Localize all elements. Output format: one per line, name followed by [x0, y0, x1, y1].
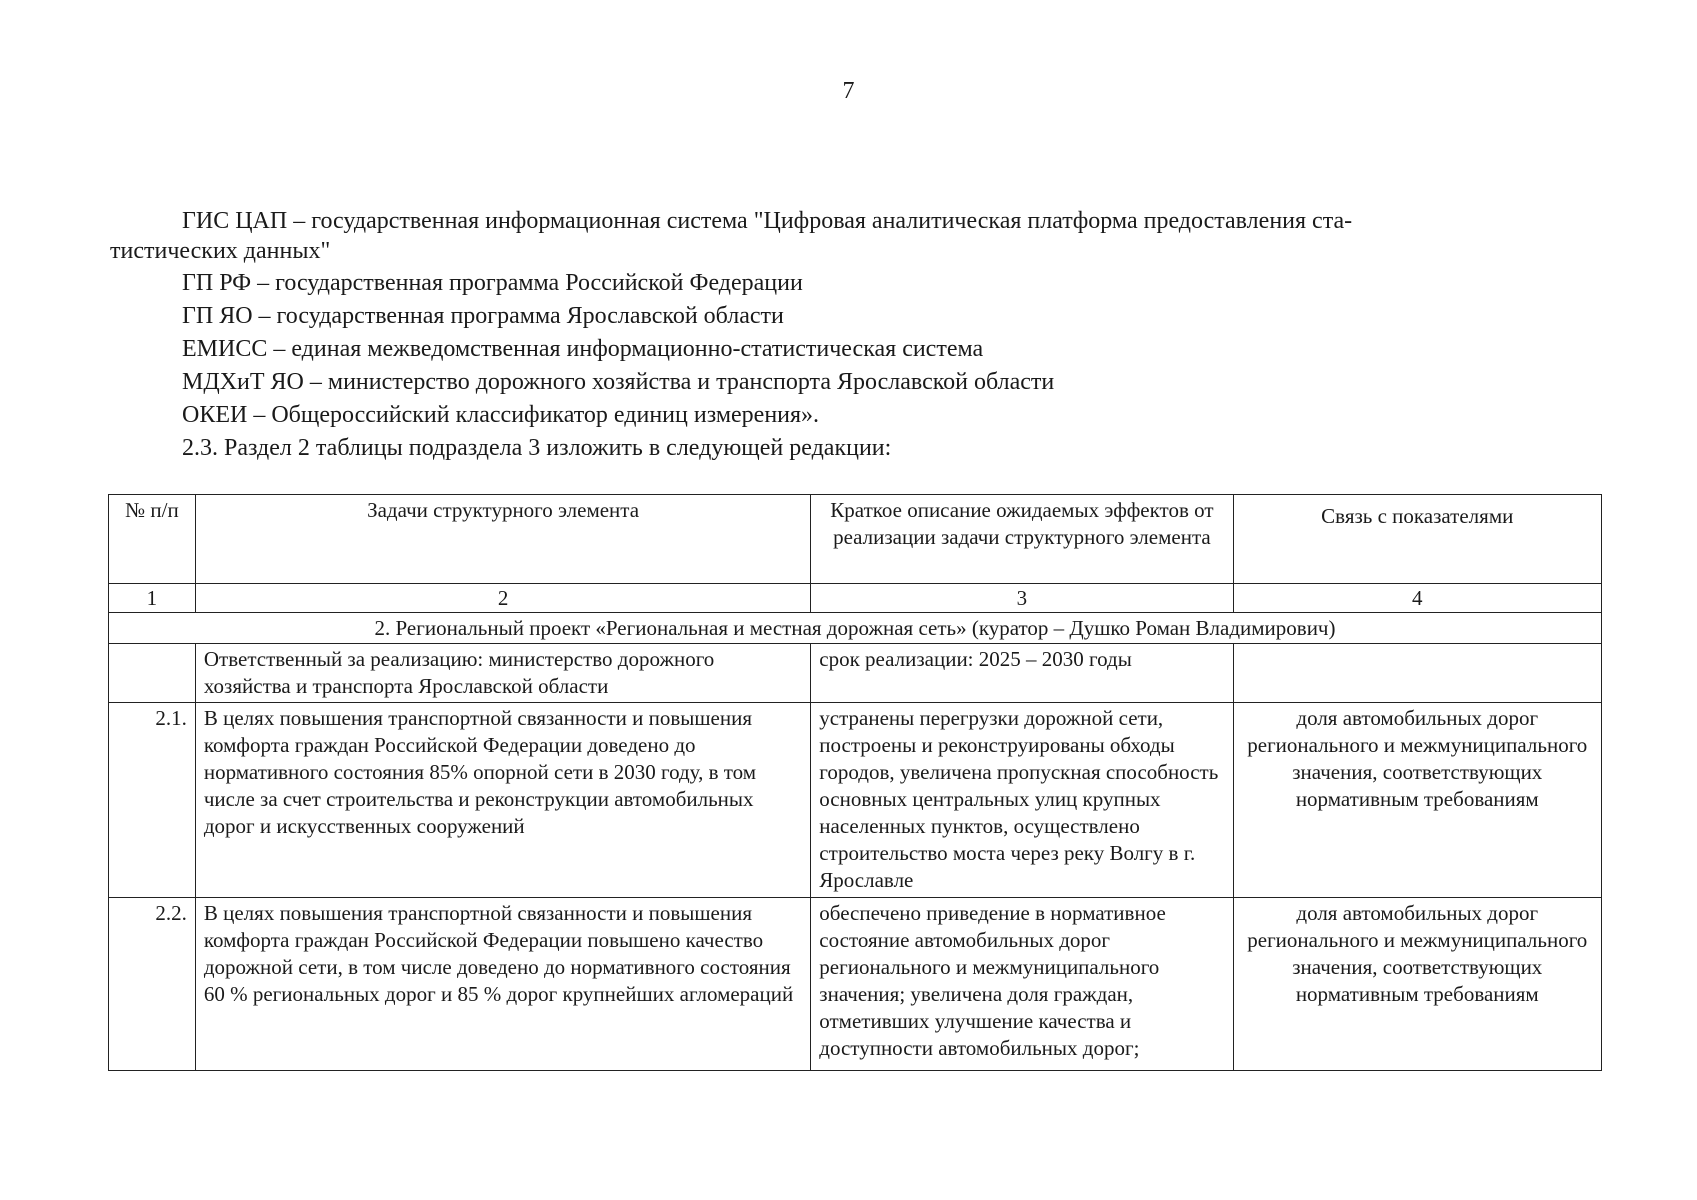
table-column-numbers-row — [109, 584, 1602, 613]
structural-element-table — [108, 494, 1602, 1071]
table-responsible-row — [109, 644, 1602, 703]
row-indicators: доля автомобильных дорог регионального и межмуниципального значения, соответствующих нормативным требованиям — [1233, 703, 1601, 898]
table-row — [109, 898, 1602, 1071]
row-number: 2.1. — [109, 703, 196, 898]
table-row — [109, 703, 1602, 898]
paragraph-gis-cap-line2: тистических данных" — [110, 238, 331, 264]
paragraph-gis-cap-continuation — [110, 236, 330, 266]
column-number-2: 2 — [195, 584, 810, 613]
table-section-row — [109, 613, 1602, 644]
row-indicators: доля автомобильных дорог регионального и межмуниципального значения, соответствующих нормативным требованиям — [1233, 898, 1601, 1071]
header-effects: Краткое описание ожидаемых эффектов от реализации задачи структурного элемента — [811, 495, 1233, 584]
paragraph-gis-cap-line1: ГИС ЦАП – государственная информационная система "Цифровая аналитическая платформа предоставления ста- — [182, 208, 1353, 234]
row-task: В целях повышения транспортной связанности и повышения комфорта граждан Российской Федерации повышено качество дорожной сети, в том числе доведено до нормативного состояния 60 % региональных дорог и 85 % дорог крупнейших агломераций — [195, 898, 810, 1071]
row-effects: устранены перегрузки дорожной сети, построены и реконструированы обходы городов, увеличена пропускная способность основных центральных улиц крупных населенных пунктов, осуществлено строительство моста через реку Волгу в г. Ярославле — [811, 703, 1233, 898]
column-number-4: 4 — [1233, 584, 1601, 613]
paragraph-gis-cap — [182, 206, 1352, 236]
responsible-text: Ответственный за реализацию: министерство дорожного хозяйства и транспорта Ярославской области — [195, 644, 810, 703]
header-number: № п/п — [109, 495, 196, 584]
row-effects: обеспечено приведение в нормативное состояние автомобильных дорог регионального и межмуниципального значения; увеличена доля граждан, отметивших улучшение качества и доступности автомобильных дорог; — [811, 898, 1233, 1071]
header-indicators: Связь с показателями — [1233, 495, 1601, 584]
paragraph-emiss: ЕМИСС – единая межведомственная информационно-статистическая система — [182, 336, 984, 362]
column-number-1: 1 — [109, 584, 196, 613]
row-task: В целях повышения транспортной связанности и повышения комфорта граждан Российской Федерации доведено до нормативного состояния 85% опорной сети в 2030 году, в том числе за счет строительства и реконструкции автомобильных дорог и искусственных сооружений — [195, 703, 810, 898]
row-number: 2.2. — [109, 898, 196, 1071]
table-header-row — [109, 495, 1602, 584]
page-number: 7 — [842, 78, 855, 104]
responsible-empty-indicator — [1233, 644, 1601, 703]
responsible-empty-cell — [109, 644, 196, 703]
paragraph-okei: ОКЕИ – Общероссийский классификатор единиц измерения». — [182, 402, 820, 428]
header-tasks: Задачи структурного элемента — [195, 495, 810, 584]
paragraph-mdhit: МДХиТ ЯО – министерство дорожного хозяйства и транспорта Ярославской области — [182, 369, 1055, 395]
section-title: 2. Региональный проект «Региональная и местная дорожная сеть» (куратор – Душко Роман Владимирович) — [109, 613, 1602, 644]
paragraph-gp-yao: ГП ЯО – государственная программа Ярославской области — [182, 303, 784, 329]
responsible-period: срок реализации: 2025 – 2030 годы — [811, 644, 1233, 703]
column-number-3: 3 — [811, 584, 1233, 613]
paragraph-gp-rf: ГП РФ – государственная программа Российской Федерации — [182, 270, 803, 296]
paragraph-section-intro: 2.3. Раздел 2 таблицы подраздела 3 изложить в следующей редакции: — [182, 435, 892, 461]
